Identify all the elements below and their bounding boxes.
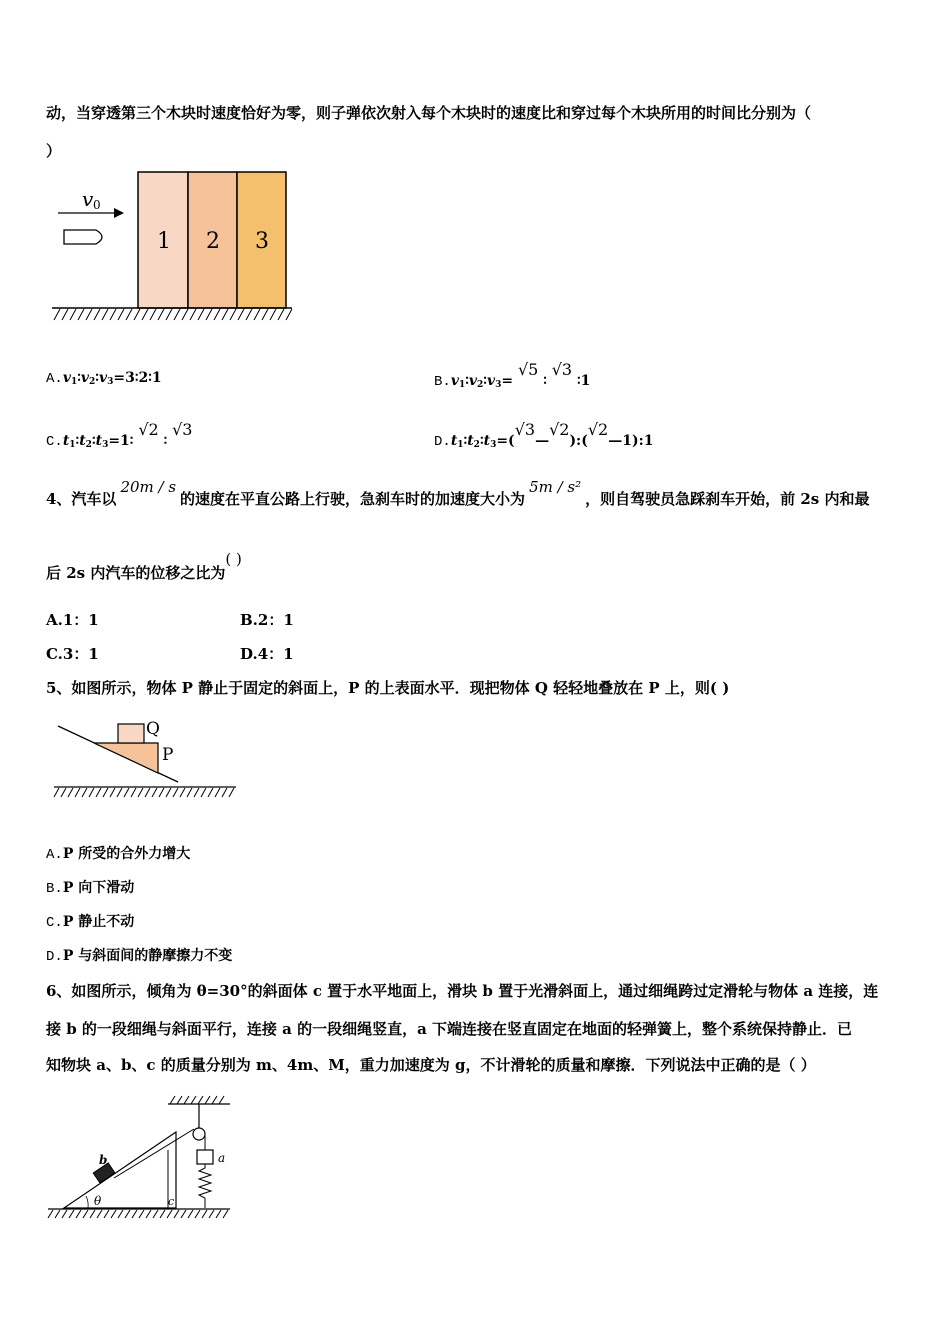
q5-option-a[interactable] [46, 843, 190, 863]
q4-mid: 的速度在平直公路上行驶，急刹车时的加速度大小为 [180, 490, 526, 508]
q3-option-d-label: D. [434, 434, 451, 450]
q4-line2-text: 后 2s 内汽车的位移之比为 [46, 564, 226, 582]
q4-stem-line2 [46, 550, 242, 583]
q3-block-3-label: 3 [255, 229, 269, 254]
q4-speed-value: 20m / s [120, 478, 177, 496]
q3-option-a[interactable] [46, 370, 162, 387]
q5-option-a-label: A. [46, 847, 63, 863]
q5-block-p [94, 743, 158, 773]
q3-option-c-text: $t_1∶t_2∶t_3=1∶$ √2 ∶ √3 [62, 420, 193, 450]
q6-stem-line1: 6、如图所示，倾角为 θ=30°的斜面体 c 置于水平地面上，滑块 b 置于光滑斜面上，通过细绳跨过定滑轮与物体 a 连接，连 [46, 982, 879, 1000]
q3-option-b[interactable] [434, 360, 591, 390]
q5-option-b-text: P 向下滑动 [62, 880, 135, 896]
q3-block-1-label: 1 [157, 229, 171, 254]
q4-suffix: ，则自驾驶员急踩刹车开始，前 2s 内和最 [585, 490, 870, 508]
q6-label-theta: θ [94, 1194, 102, 1208]
q4-answer-paren: ( ) [225, 550, 242, 568]
q6-label-b: b [99, 1153, 108, 1167]
q6-stem-line3: 知物块 a、b、c 的质量分别为 m、4m、M，重力加速度为 g，不计滑轮的质量和摩擦．下列说法中正确的是（ ） [46, 1056, 816, 1074]
q3-bullet-blocks-figure [48, 166, 298, 326]
q5-option-d[interactable] [46, 945, 232, 965]
q4-option-d[interactable]: D.4：1 [240, 645, 294, 663]
q5-option-c-label: C. [46, 915, 63, 931]
q3-option-c-label: C. [46, 434, 63, 450]
q5-option-c-text: P 静止不动 [62, 914, 135, 930]
q5-option-b[interactable] [46, 877, 134, 897]
q5-incline-figure [48, 712, 248, 802]
q6-pulley [193, 1128, 205, 1140]
q5-option-d-label: D. [46, 949, 63, 965]
q3-stem-line1: 动，当穿透第三个木块时速度恰好为零，则子弹依次射入每个木块时的速度比和穿过每个木块所用的时间比分别为（ [46, 104, 812, 122]
q3-stem-line2: ） [46, 142, 62, 160]
q4-accel-value: 5m / s² [529, 478, 582, 496]
q6-label-c: c [168, 1195, 175, 1208]
q3-option-c[interactable] [46, 420, 193, 450]
q3-option-a-label: A. [46, 371, 63, 387]
q5-block-q [118, 724, 144, 743]
q4-option-b[interactable]: B.2：1 [240, 611, 294, 629]
q3-option-a-text: $v_1∶v_2∶v_3=3∶2∶1$ [62, 370, 162, 387]
q4-stem-line1 [46, 478, 870, 509]
q4-option-a[interactable]: A.1：1 [46, 611, 99, 629]
q6-label-a: a [218, 1151, 226, 1165]
q4-option-c[interactable]: C.3：1 [46, 645, 99, 663]
q3-option-b-label: B. [434, 374, 451, 390]
q3-option-b-text: $v_1∶v_2∶v_3= √5$ ∶ √3 ∶1 [450, 360, 591, 390]
q6-block-a [197, 1150, 213, 1164]
q3-velocity-subscript: 0 [93, 198, 101, 212]
q5-label-q: Q [146, 719, 160, 739]
q3-option-d-text: $t_1∶t_2∶t_3=(√3—√2):(√2—1):1$ [450, 420, 654, 450]
q3-block-2-label: 2 [206, 229, 220, 254]
q5-label-p: P [162, 745, 174, 765]
q5-option-c[interactable] [46, 911, 134, 931]
q6-pulley-figure [44, 1092, 244, 1222]
q3-option-d[interactable] [434, 420, 654, 450]
q6-spring [199, 1164, 211, 1208]
q6-stem-line2: 接 b 的一段细绳与斜面平行，连接 a 的一段细绳竖直，a 下端连接在竖直固定在地面的轻弹簧上，整个系统保持静止．已 [46, 1020, 853, 1038]
q3-velocity-label: v [82, 187, 94, 211]
q5-option-b-label: B. [46, 881, 63, 897]
q5-stem: 5、如图所示，物体 P 静止于固定的斜面上，P 的上表面水平．现把物体 Q 轻轻地叠放在 P 上，则( ) [46, 679, 730, 697]
q4-prefix: 4、汽车以 [46, 490, 117, 508]
q5-option-d-text: P 与斜面间的静摩擦力不变 [62, 948, 233, 964]
q5-option-a-text: P 所受的合外力增大 [62, 846, 191, 862]
q6-incline-c [64, 1132, 176, 1208]
